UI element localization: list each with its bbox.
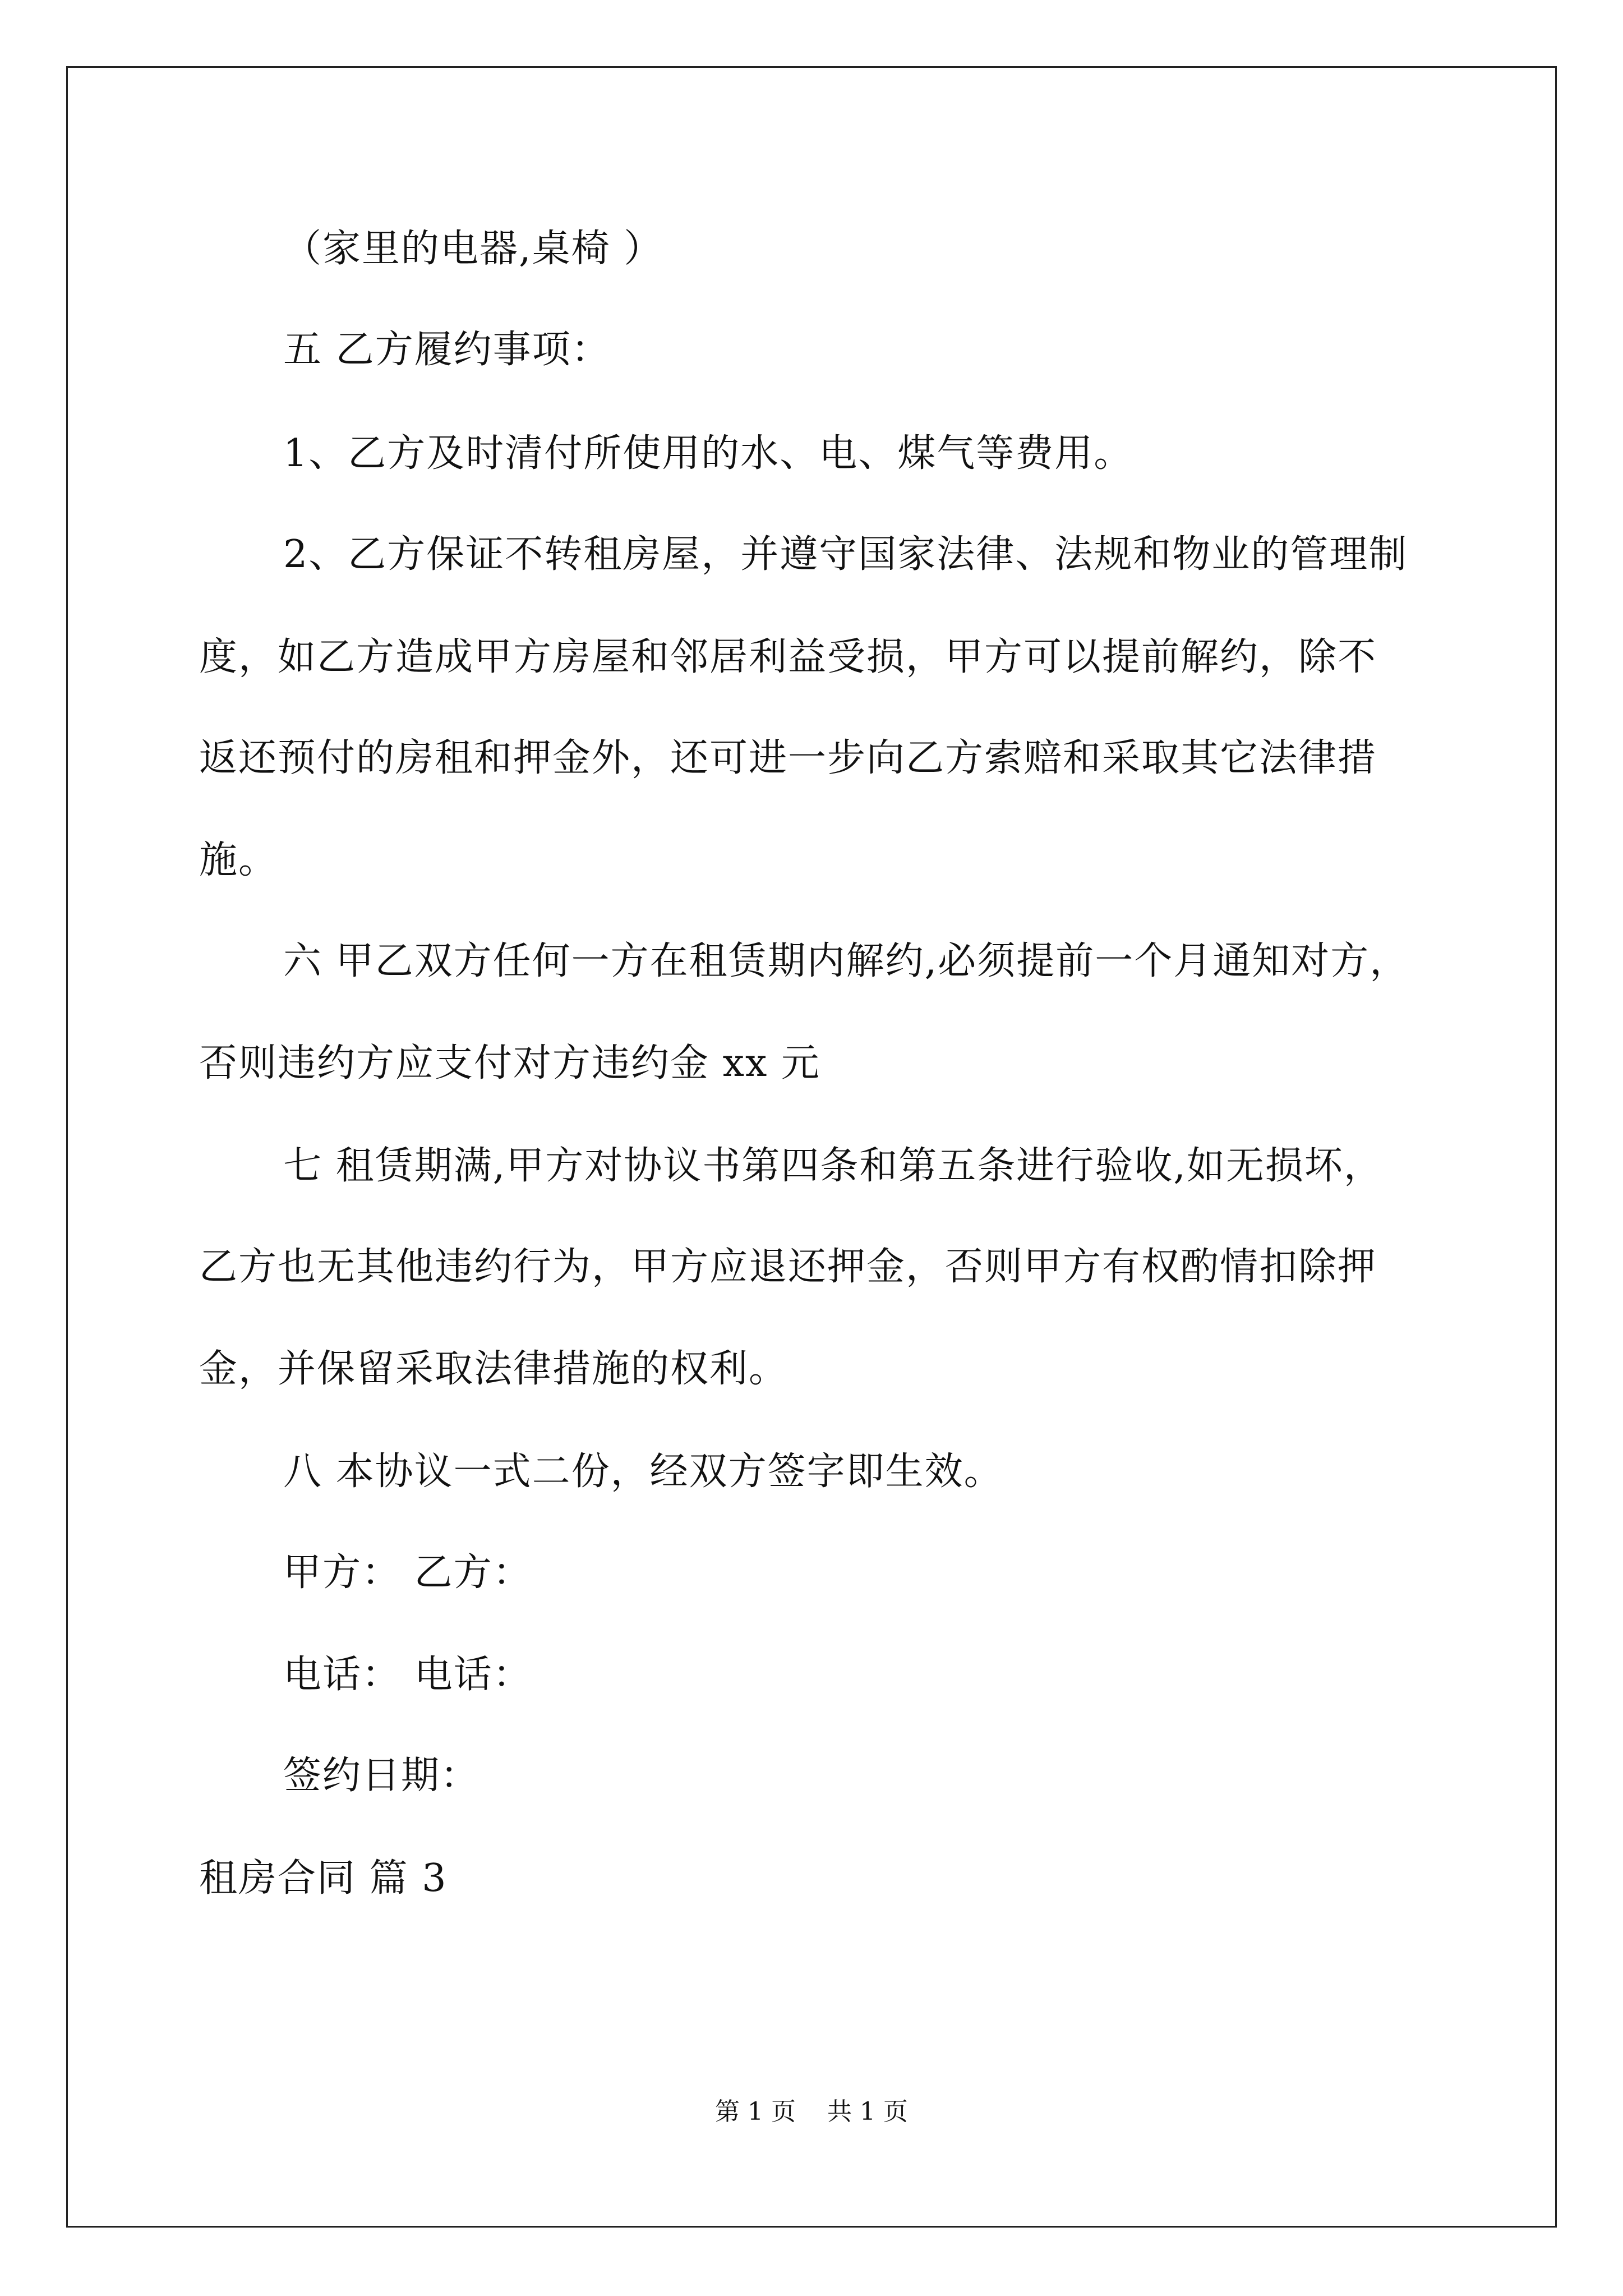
clause-7-line-2: 乙方也无其他违约行为，甲方应退还押金，否则甲方有权酌情扣除押 [199, 1245, 1377, 1289]
clause-7-line-1: 七 租赁期满,甲方对协议书第四条和第五条进行验收,如无损坏， [283, 1144, 1383, 1188]
clause-7-line-3: 金，并保留采取法律措施的权利。 [199, 1347, 789, 1391]
appliances-note: （家里的电器,桌椅 ） [283, 227, 663, 271]
signature-phone-line: 电话： 电话： [283, 1653, 532, 1697]
clause-5-item-2-line-2: 度，如乙方造成甲方房屋和邻居利益受损，甲方可以提前解约，除不 [199, 635, 1377, 679]
section-heading: 租房合同 篇 3 [199, 1856, 448, 1901]
clause-6-line-1: 六 甲乙双方任何一方在租赁期内解约,必须提前一个月通知对方， [283, 939, 1409, 983]
clause-5-heading: 五 乙方履约事项： [283, 328, 611, 372]
signature-party-line: 甲方： 乙方： [283, 1550, 532, 1595]
clause-5-item-2-line-3: 返还预付的房租和押金外，还可进一步向乙方索赔和采取其它法律措 [199, 736, 1377, 780]
clause-5-item-1: 1、乙方及时清付所使用的水、电、煤气等费用。 [283, 431, 1133, 476]
page-footer: 第 1 页 共 1 页 [715, 2097, 908, 2126]
signing-date-line: 签约日期： [283, 1754, 480, 1798]
clause-8: 八 本协议一式二份，经双方签字即生效。 [283, 1450, 1003, 1494]
clause-6-line-2: 否则违约方应支付对方违约金 xx 元 [199, 1041, 820, 1085]
clause-5-item-2-line-4: 施。 [199, 838, 278, 882]
clause-5-item-2-line-1: 2、乙方保证不转租房屋，并遵守国家法律、法规和物业的管理制 [283, 532, 1408, 577]
